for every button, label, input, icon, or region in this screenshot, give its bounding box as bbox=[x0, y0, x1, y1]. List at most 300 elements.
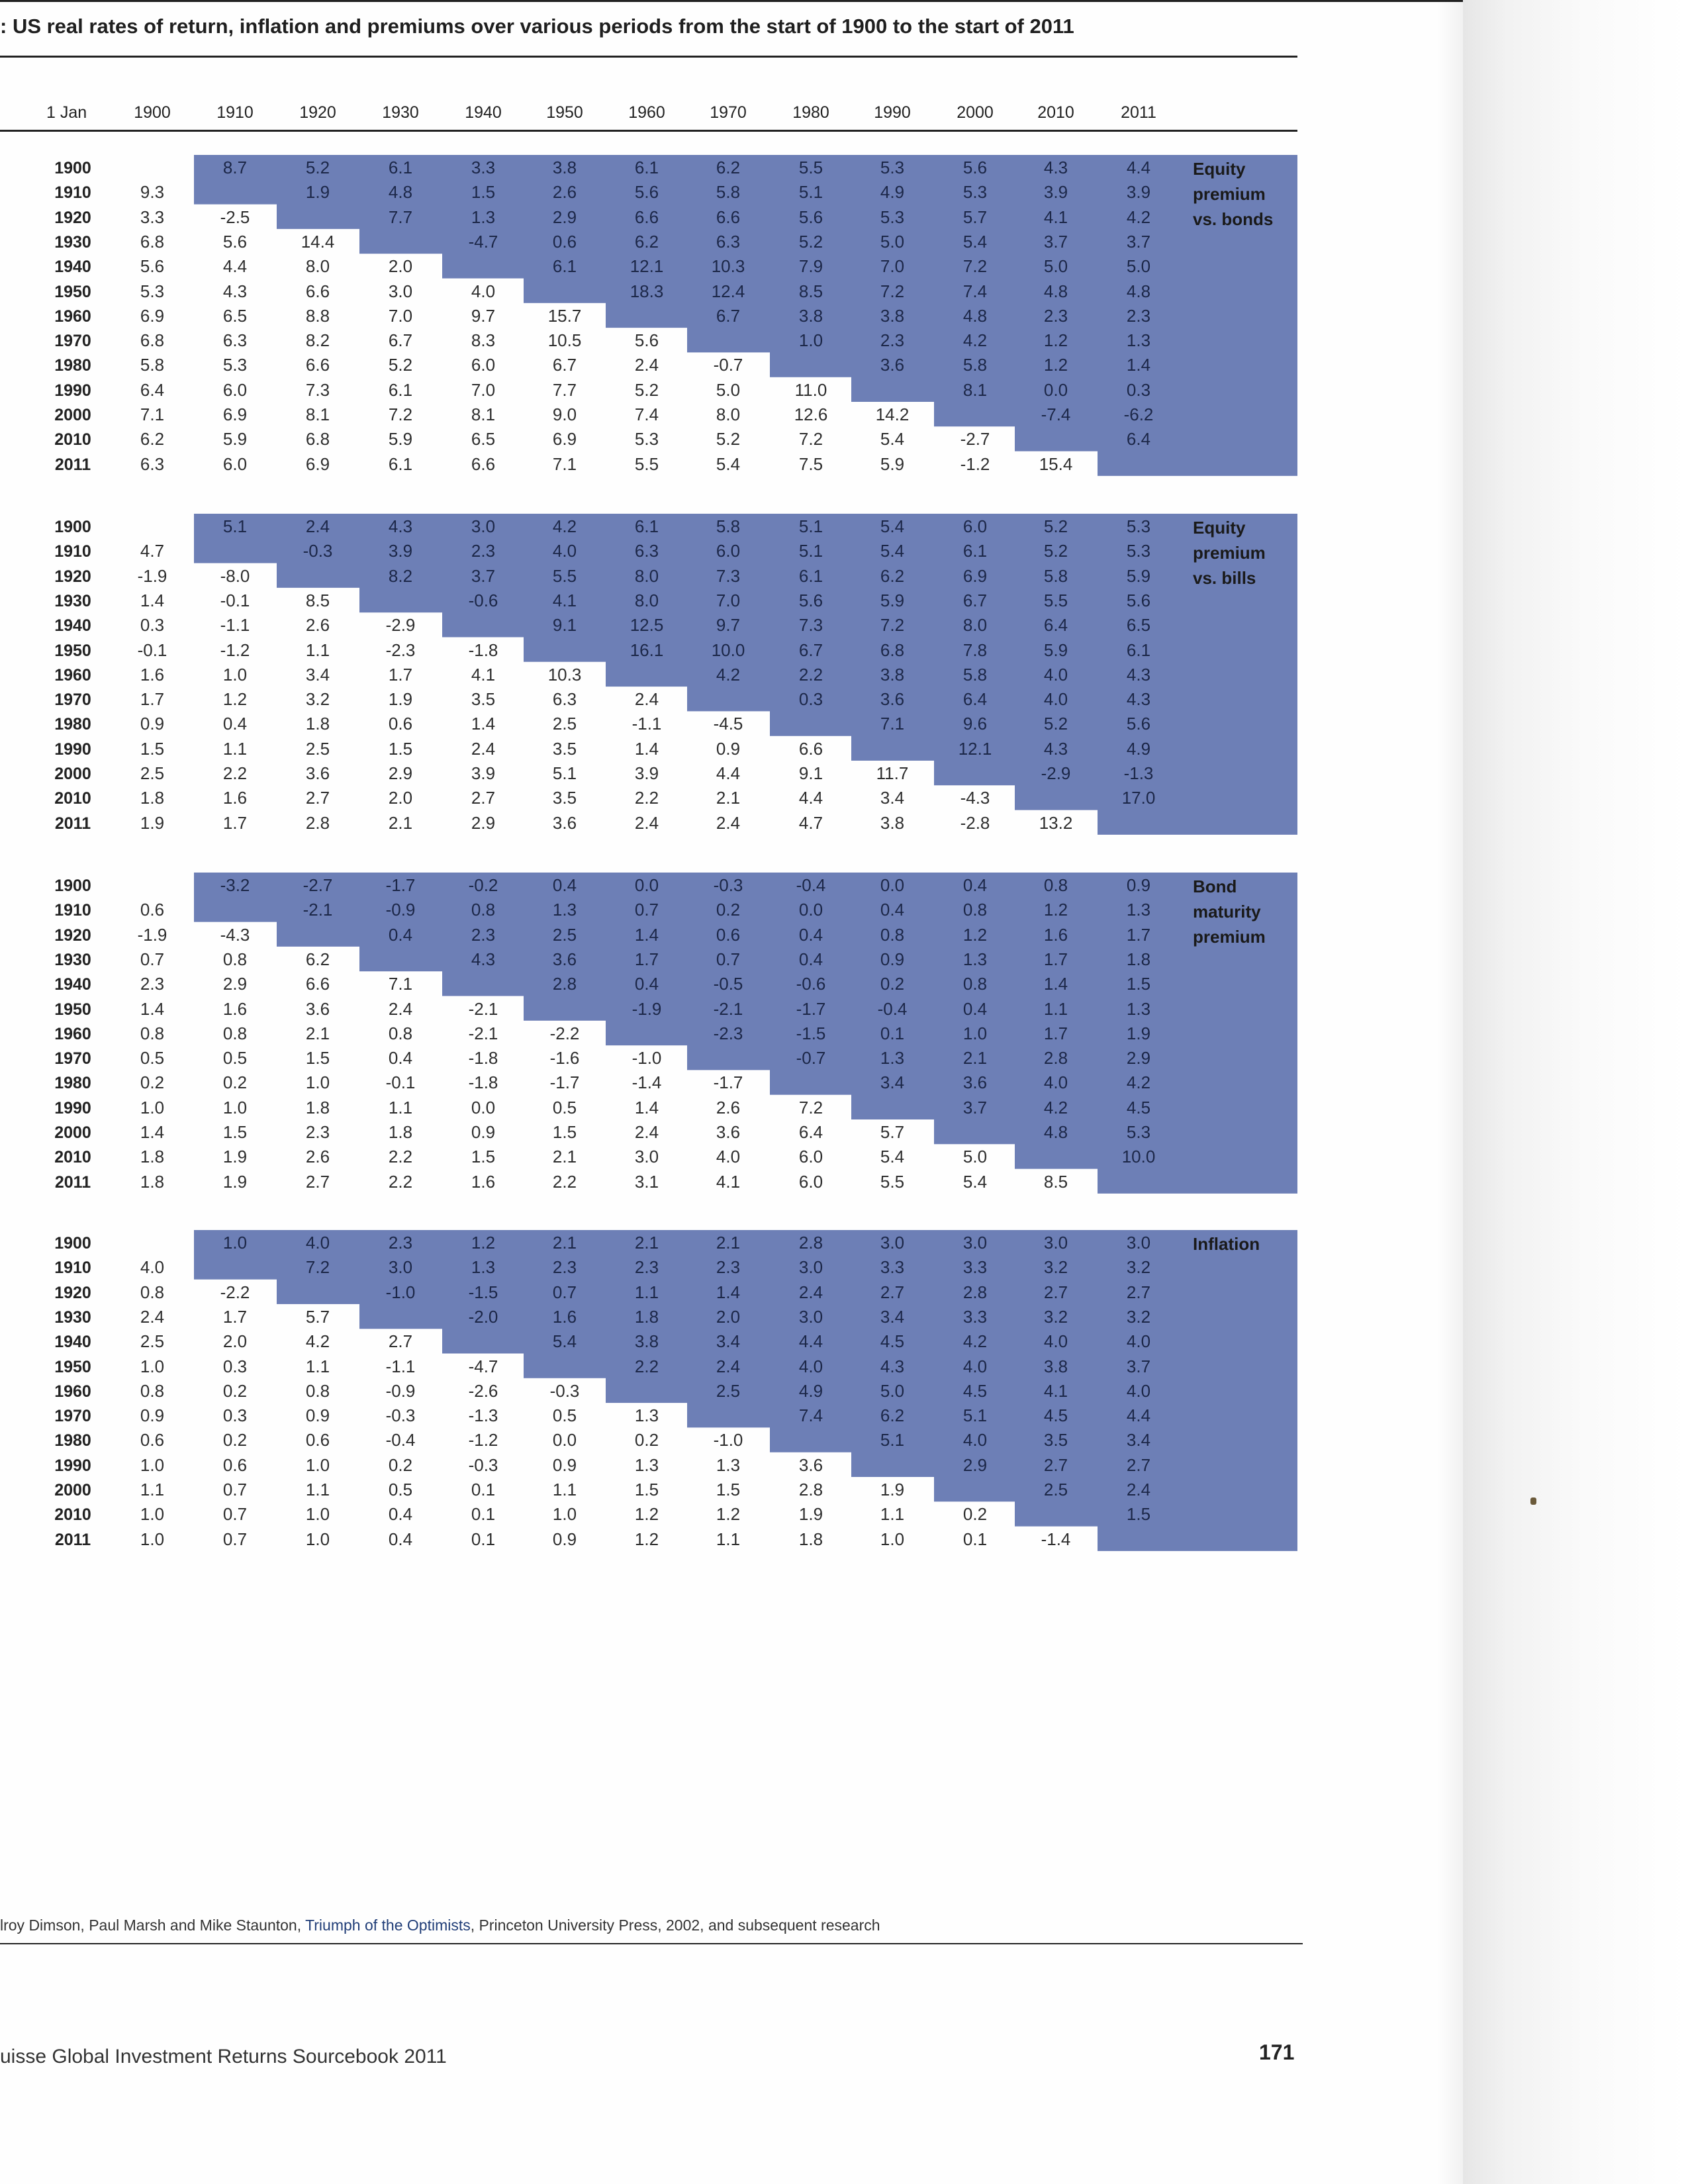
table-cell-lower: 2.9 bbox=[222, 974, 248, 994]
table-cell-lower: 5.4 bbox=[880, 1147, 905, 1167]
book-spine bbox=[1463, 0, 1686, 2184]
table-cell-lower: 6.4 bbox=[798, 1122, 823, 1142]
table-cell-upper: 5.8 bbox=[716, 516, 741, 536]
header-year: 2011 bbox=[1121, 103, 1156, 122]
table-cell-upper: 3.7 bbox=[1043, 231, 1068, 252]
table-cell-upper: 0.8 bbox=[1043, 875, 1068, 895]
table-cell-lower: 0.9 bbox=[140, 1405, 165, 1426]
table-cell-upper: 4.0 bbox=[1043, 1072, 1068, 1093]
table-cell-lower: 8.1 bbox=[305, 404, 330, 424]
table-cell-lower: 1.7 bbox=[388, 664, 413, 685]
table-cell-upper: 5.8 bbox=[1043, 565, 1068, 586]
table-cell-upper: -7.4 bbox=[1041, 404, 1071, 424]
table-cell-lower: 11.7 bbox=[876, 763, 909, 783]
table-cell-lower: 1.1 bbox=[222, 738, 248, 759]
table-cell-upper: 2.1 bbox=[552, 1233, 577, 1253]
table-cell-lower: 8.0 bbox=[305, 256, 330, 277]
table-cell-lower: -0.7 bbox=[713, 355, 743, 375]
table-cell-lower: 1.8 bbox=[305, 714, 330, 734]
table-cell-upper: 4.0 bbox=[1043, 664, 1068, 685]
table-cell-lower: 1.0 bbox=[305, 1072, 330, 1093]
table-cell-lower: 0.7 bbox=[222, 1504, 248, 1525]
row-year-label: 1920 bbox=[54, 567, 91, 586]
row-year-label: 1930 bbox=[54, 591, 91, 610]
table-cell-lower: 0.2 bbox=[222, 1072, 248, 1093]
source-footnote bbox=[0, 1917, 880, 1934]
table-cell-upper: 3.9 bbox=[388, 541, 413, 561]
table-cell-lower: 7.0 bbox=[471, 379, 496, 400]
table-cell-upper: 5.4 bbox=[880, 516, 905, 536]
table-cell-upper: 6.1 bbox=[962, 541, 988, 561]
table-cell-upper: -6.2 bbox=[1123, 404, 1154, 424]
table-cell-upper: 4.9 bbox=[880, 182, 905, 203]
table-cell-lower: -0.9 bbox=[385, 1380, 416, 1401]
table-cell-upper: 5.2 bbox=[798, 231, 823, 252]
table-cell-upper: 2.7 bbox=[1043, 1282, 1068, 1302]
table-cell-lower: -1.1 bbox=[632, 714, 662, 734]
table-cell-upper: -0.3 bbox=[713, 875, 743, 895]
table-cell-lower: -1.7 bbox=[713, 1072, 743, 1093]
table-cell-upper: 2.3 bbox=[880, 330, 905, 351]
table-cell-upper: 3.0 bbox=[798, 1257, 823, 1278]
table-cell-lower: 8.0 bbox=[716, 404, 741, 424]
table-cell-lower: 1.5 bbox=[222, 1122, 248, 1142]
table-cell-lower: 2.3 bbox=[305, 1122, 330, 1142]
table-cell-lower: 1.1 bbox=[552, 1480, 577, 1499]
table-cell-upper: -0.6 bbox=[468, 590, 498, 610]
table-cell-upper: 4.3 bbox=[880, 1356, 905, 1376]
table-cell-upper: 3.7 bbox=[962, 1097, 988, 1117]
table-cell-upper: 0.8 bbox=[471, 900, 496, 920]
row-year-label: 1900 bbox=[54, 518, 91, 536]
row-year-label: 1970 bbox=[54, 690, 91, 710]
table-cell-lower: -1.8 bbox=[468, 1048, 498, 1068]
table-cell-lower: 0.8 bbox=[305, 1380, 330, 1401]
table-cell-lower: 1.1 bbox=[305, 1480, 330, 1499]
table-cell-lower: 1.0 bbox=[305, 1454, 330, 1475]
table-cell-lower: 0.8 bbox=[388, 1023, 413, 1043]
table-cell-lower: 1.3 bbox=[634, 1454, 659, 1475]
table-cell-upper: 0.4 bbox=[634, 974, 659, 994]
header-year: 1920 bbox=[299, 103, 336, 122]
table-cell-lower: 11.0 bbox=[794, 379, 827, 400]
table-cell-lower: 2.4 bbox=[634, 355, 659, 375]
table-cell-upper: 2.1 bbox=[962, 1048, 988, 1068]
table-cell-upper: 1.7 bbox=[634, 949, 659, 969]
table-cell-upper: 6.7 bbox=[716, 305, 741, 326]
table-cell-lower: 7.1 bbox=[552, 453, 577, 474]
table-cell-lower: 1.1 bbox=[880, 1504, 905, 1525]
table-cell-lower: 2.9 bbox=[388, 763, 413, 783]
table-cell-lower: 0.9 bbox=[552, 1454, 577, 1475]
table-cell-upper: 6.7 bbox=[962, 590, 988, 610]
table-cell-lower: 0.7 bbox=[222, 1480, 248, 1499]
table-cell-upper: 2.3 bbox=[716, 1257, 741, 1278]
table-cell-upper: 0.4 bbox=[552, 875, 577, 895]
table-cell-lower: 6.3 bbox=[552, 689, 577, 710]
table-cell-lower: 0.9 bbox=[305, 1405, 330, 1426]
table-cell-lower: 8.1 bbox=[471, 404, 496, 424]
table-cell-lower: 0.9 bbox=[471, 1122, 496, 1142]
table-cell-upper: 3.8 bbox=[798, 305, 823, 326]
table-cell-upper: 7.2 bbox=[880, 615, 905, 636]
row-year-label: 2011 bbox=[54, 455, 91, 474]
panel-label-line: maturity bbox=[1193, 902, 1261, 922]
table-cell-lower: 0.0 bbox=[471, 1097, 496, 1117]
row-year-label: 1940 bbox=[54, 1333, 91, 1352]
table-cell-lower: -0.1 bbox=[220, 590, 250, 610]
row-year-label: 1900 bbox=[54, 877, 91, 895]
table-cell-lower: 6.0 bbox=[222, 379, 248, 400]
table-cell-lower: 0.8 bbox=[222, 949, 248, 969]
table-cell-upper: 0.0 bbox=[798, 900, 823, 920]
table-cell-lower: 0.6 bbox=[140, 900, 165, 920]
row-year-label: 2000 bbox=[54, 1481, 91, 1499]
row-year-label: 1950 bbox=[54, 1000, 91, 1019]
table-cell-lower: 6.6 bbox=[305, 281, 330, 301]
table-cell-upper: 6.3 bbox=[634, 541, 659, 561]
table-cell-upper: 5.4 bbox=[962, 231, 988, 252]
table-cell-upper: 4.2 bbox=[552, 516, 577, 536]
table-cell-upper: -0.3 bbox=[303, 541, 333, 561]
table-cell-lower: 2.7 bbox=[305, 1171, 330, 1192]
table-cell-lower: 6.3 bbox=[140, 453, 165, 474]
table-cell-upper: 2.5 bbox=[552, 924, 577, 945]
table-cell-upper: 3.8 bbox=[634, 1331, 659, 1352]
table-cell-upper: 5.3 bbox=[880, 207, 905, 227]
table-cell-upper: 0.6 bbox=[716, 924, 741, 945]
page-crease-shadow bbox=[1436, 0, 1463, 2184]
header-year: 1960 bbox=[628, 103, 665, 122]
table-cell-lower: 0.1 bbox=[962, 1529, 988, 1549]
table-cell-upper: 4.4 bbox=[1126, 158, 1151, 177]
table-cell-upper: 7.1 bbox=[880, 714, 905, 734]
title-rule bbox=[0, 56, 1297, 58]
table-cell-lower: 2.8 bbox=[305, 812, 330, 833]
table-cell-upper: 4.8 bbox=[388, 182, 413, 203]
table-cell-lower: 0.5 bbox=[552, 1097, 577, 1117]
table-cell-lower: 1.0 bbox=[140, 1529, 165, 1549]
table-cell-upper: 5.3 bbox=[880, 158, 905, 177]
table-cell-upper: 2.8 bbox=[552, 974, 577, 994]
table-cell-lower: 0.6 bbox=[140, 1430, 165, 1450]
table-cell-lower: -0.3 bbox=[468, 1454, 498, 1475]
table-cell-lower: 1.1 bbox=[305, 1356, 330, 1376]
table-cell-upper: 4.5 bbox=[962, 1380, 988, 1401]
table-cell-lower: -2.8 bbox=[960, 812, 990, 833]
table-cell-upper: 1.5 bbox=[1126, 974, 1151, 994]
table-cell-upper: 1.1 bbox=[1043, 998, 1068, 1019]
table-cell-lower: 1.6 bbox=[140, 664, 165, 685]
table-cell-lower: -1.4 bbox=[1041, 1529, 1071, 1549]
table-cell-lower: 5.4 bbox=[716, 453, 741, 474]
table-cell-lower: 3.2 bbox=[305, 689, 330, 710]
table-cell-upper: 2.3 bbox=[471, 541, 496, 561]
table-cell-upper: 6.2 bbox=[880, 1405, 905, 1426]
table-cell-upper: 5.1 bbox=[798, 516, 823, 536]
table-cell-upper: 4.0 bbox=[1126, 1380, 1151, 1401]
table-cell-lower: -4.7 bbox=[468, 1356, 498, 1376]
table-cell-upper: 5.6 bbox=[634, 182, 659, 203]
table-cell-upper: 0.4 bbox=[962, 998, 988, 1019]
table-cell-lower: 2.4 bbox=[716, 812, 741, 833]
table-cell-lower: 4.4 bbox=[222, 256, 248, 277]
row-year-label: 1950 bbox=[54, 282, 91, 301]
table-cell-upper: 2.7 bbox=[1126, 1454, 1151, 1475]
table-cell-upper: 0.2 bbox=[716, 900, 741, 920]
row-year-label: 2010 bbox=[54, 1505, 91, 1525]
table-cell-lower: 6.7 bbox=[388, 330, 413, 351]
table-cell-upper: 3.0 bbox=[798, 1306, 823, 1327]
row-year-label: 2010 bbox=[54, 1148, 91, 1167]
table-cell-upper: -1.5 bbox=[796, 1023, 826, 1043]
table-cell-lower: 2.1 bbox=[305, 1023, 330, 1043]
table-cell-upper: 2.9 bbox=[552, 207, 577, 227]
table-cell-upper: 0.4 bbox=[388, 924, 413, 945]
row-year-label: 1950 bbox=[54, 641, 91, 660]
row-year-label: 1980 bbox=[54, 356, 91, 375]
table-cell-upper: 3.0 bbox=[880, 1233, 905, 1253]
table-cell-upper: 6.2 bbox=[880, 565, 905, 586]
table-cell-lower: 5.7 bbox=[880, 1122, 905, 1142]
table-cell-lower: 0.4 bbox=[388, 1504, 413, 1525]
table-cell-upper: 6.1 bbox=[388, 158, 413, 177]
panel-label-line: Bond bbox=[1193, 877, 1237, 896]
table-cell-lower: 0.4 bbox=[388, 1048, 413, 1068]
table-cell-upper: 2.7 bbox=[880, 1282, 905, 1302]
table-cell-lower: 0.6 bbox=[222, 1454, 248, 1475]
table-cell-upper: 6.6 bbox=[716, 207, 741, 227]
table-cell-lower: 6.4 bbox=[140, 379, 165, 400]
panel-label-line: vs. bonds bbox=[1193, 209, 1274, 229]
table-cell-upper: 2.8 bbox=[962, 1282, 988, 1302]
table-cell-lower: 1.2 bbox=[222, 689, 248, 710]
table-cell-upper: 4.8 bbox=[962, 305, 988, 326]
table-cell-upper: 3.6 bbox=[552, 949, 577, 969]
panel-label bbox=[1193, 874, 1266, 949]
table-cell-upper: 4.1 bbox=[552, 590, 577, 610]
table-cell-upper: 6.4 bbox=[1043, 615, 1068, 636]
table-cell-lower: 0.8 bbox=[140, 1282, 165, 1302]
table-cell-upper: -0.5 bbox=[713, 974, 743, 994]
table-cell-upper: 3.8 bbox=[880, 664, 905, 685]
table-cell-upper: 6.5 bbox=[1126, 615, 1151, 636]
table-cell-upper: 7.2 bbox=[880, 281, 905, 301]
table-cell-upper: 2.4 bbox=[716, 1356, 741, 1376]
table-cell-lower: 5.5 bbox=[880, 1171, 905, 1192]
table-cell-lower: 6.0 bbox=[798, 1147, 823, 1167]
table-cell-upper: 4.0 bbox=[1043, 1331, 1068, 1352]
table-cell-lower: 1.5 bbox=[305, 1048, 330, 1068]
table-cell-upper: 1.2 bbox=[962, 924, 988, 945]
table-cell-upper: 4.3 bbox=[388, 516, 413, 536]
table-cell-lower: 2.5 bbox=[140, 763, 165, 783]
table-cell-upper: 2.3 bbox=[388, 1233, 413, 1253]
table-cell-upper: 7.8 bbox=[962, 640, 988, 660]
table-cell-upper: -2.0 bbox=[468, 1306, 498, 1327]
table-cell-upper: 0.2 bbox=[880, 974, 905, 994]
row-year-label: 2010 bbox=[54, 789, 91, 808]
table-cell-lower: 4.4 bbox=[716, 763, 741, 783]
table-cell-upper: -1.3 bbox=[1123, 763, 1154, 783]
table-cell-lower: 4.0 bbox=[471, 281, 496, 301]
header-year: 1930 bbox=[382, 103, 419, 122]
table-cell-lower: 3.4 bbox=[880, 788, 905, 808]
table-cell-lower: 6.9 bbox=[552, 429, 577, 450]
row-year-label: 1910 bbox=[54, 542, 91, 561]
table-cell-upper: 1.3 bbox=[1126, 900, 1151, 920]
table-cell-upper: 0.8 bbox=[962, 900, 988, 920]
table-cell-upper: 2.3 bbox=[634, 1257, 659, 1278]
table-cell-upper: 8.0 bbox=[634, 565, 659, 586]
table-cell-upper: 2.5 bbox=[1043, 1480, 1068, 1499]
row-year-label: 1910 bbox=[54, 183, 91, 203]
panel-label-line: premium bbox=[1193, 543, 1266, 563]
table-cell-lower: 4.7 bbox=[798, 812, 823, 833]
table-cell-lower: 12.6 bbox=[794, 404, 828, 424]
table-cell-upper: 10.3 bbox=[711, 256, 745, 277]
table-cell-upper: 7.0 bbox=[880, 256, 905, 277]
table-cell-lower: -1.7 bbox=[549, 1072, 580, 1093]
table-cell-lower: 2.9 bbox=[471, 812, 496, 833]
table-cell-upper: 6.6 bbox=[634, 207, 659, 227]
table-cell-upper: 12.5 bbox=[630, 615, 664, 636]
table-cell-lower: 6.0 bbox=[471, 355, 496, 375]
row-year-label: 1990 bbox=[54, 739, 91, 759]
table-cell-lower: 5.2 bbox=[716, 429, 741, 450]
table-cell-upper: 3.7 bbox=[471, 565, 496, 586]
header-year: 1940 bbox=[465, 103, 502, 122]
row-year-label: 2010 bbox=[54, 430, 91, 450]
table-cell-lower: 6.5 bbox=[471, 429, 496, 450]
panel-label-line: Inflation bbox=[1193, 1234, 1260, 1254]
table-cell-lower: 1.9 bbox=[222, 1171, 248, 1192]
table-cell-lower: 5.0 bbox=[716, 379, 741, 400]
table-cell-upper: -1.7 bbox=[385, 875, 416, 895]
table-cell-lower: -4.3 bbox=[960, 788, 990, 808]
table-cell-lower: 2.3 bbox=[140, 974, 165, 994]
table-cell-lower: 1.4 bbox=[634, 738, 659, 759]
table-cell-upper: 4.1 bbox=[1043, 1380, 1068, 1401]
table-cell-lower: 2.8 bbox=[798, 1480, 823, 1499]
table-cell-lower: 3.5 bbox=[552, 738, 577, 759]
table-cell-lower: 1.2 bbox=[716, 1504, 741, 1525]
table-cell-lower: 2.1 bbox=[552, 1147, 577, 1167]
table-cell-lower: 1.5 bbox=[552, 1122, 577, 1142]
table-cell-upper: 0.9 bbox=[1126, 875, 1151, 895]
table-cell-upper: 1.7 bbox=[1043, 949, 1068, 969]
table-cell-lower: -1.8 bbox=[468, 1072, 498, 1093]
table-cell-lower: 1.8 bbox=[798, 1529, 823, 1549]
table-cell-upper: 5.5 bbox=[1043, 590, 1068, 610]
table-cell-lower: 0.2 bbox=[962, 1504, 988, 1525]
table-cell-upper: 5.6 bbox=[1126, 714, 1151, 734]
table-cell-upper: 4.3 bbox=[1043, 738, 1068, 759]
table-cell-upper: 0.7 bbox=[552, 1282, 577, 1302]
table-cell-upper: 4.2 bbox=[962, 1331, 988, 1352]
table-cell-lower: 6.6 bbox=[305, 974, 330, 994]
header-year: 2000 bbox=[957, 103, 994, 122]
table-cell-lower: 1.9 bbox=[388, 689, 413, 710]
table-cell-upper: 3.3 bbox=[962, 1306, 988, 1327]
table-cell-lower: 7.4 bbox=[634, 404, 659, 424]
row-year-label: 1910 bbox=[54, 901, 91, 920]
row-year-label: 1990 bbox=[54, 381, 91, 400]
table-cell-lower: 2.2 bbox=[388, 1171, 413, 1192]
table-cell-upper: 1.0 bbox=[962, 1023, 988, 1043]
table-cell-lower: -1.2 bbox=[468, 1430, 498, 1450]
table-cell-upper: 10.0 bbox=[1121, 1147, 1156, 1167]
table-cell-upper: 5.2 bbox=[1043, 516, 1068, 536]
table-cell-lower: 1.0 bbox=[140, 1454, 165, 1475]
table-cell-upper: 6.0 bbox=[962, 516, 988, 536]
table-cell-upper: 0.1 bbox=[880, 1023, 905, 1043]
table-cell-lower: 0.2 bbox=[634, 1430, 659, 1450]
panel-label-line: Equity bbox=[1193, 159, 1246, 179]
table-cell-lower: 5.3 bbox=[222, 355, 248, 375]
table-cell-lower: -0.4 bbox=[385, 1430, 416, 1450]
table-cell-upper: 4.5 bbox=[1126, 1097, 1151, 1117]
table-cell-upper: 0.3 bbox=[798, 689, 823, 710]
table-cell-lower: 2.4 bbox=[634, 689, 659, 710]
table-cell-upper: 3.2 bbox=[1126, 1306, 1151, 1327]
table-cell-upper: 4.3 bbox=[1126, 689, 1151, 710]
table-cell-lower: 5.9 bbox=[388, 429, 413, 450]
table-cell-upper: 16.1 bbox=[630, 640, 664, 660]
table-cell-lower: 7.2 bbox=[388, 404, 413, 424]
table-cell-upper: 0.0 bbox=[1043, 379, 1068, 400]
table-cell-upper: 5.0 bbox=[1043, 256, 1068, 277]
table-cell-upper: -3.2 bbox=[220, 875, 250, 895]
table-cell-upper: 1.2 bbox=[471, 1233, 496, 1253]
panel-label bbox=[1193, 156, 1273, 232]
table-cell-lower: -1.9 bbox=[137, 924, 167, 945]
table-cell-lower: 2.5 bbox=[140, 1331, 165, 1352]
table-cell-lower: -4.5 bbox=[713, 714, 743, 734]
table-cell-upper: 5.6 bbox=[798, 590, 823, 610]
row-year-label: 1960 bbox=[54, 665, 91, 685]
table-cell-lower: 6.2 bbox=[140, 429, 165, 450]
table-cell-lower: 7.1 bbox=[140, 404, 165, 424]
table-cell-upper: 1.2 bbox=[1043, 330, 1068, 351]
table-cell-upper: 5.1 bbox=[222, 516, 248, 536]
table-cell-upper: 0.9 bbox=[880, 949, 905, 969]
table-cell-lower: 0.3 bbox=[140, 615, 165, 636]
table-cell-upper: 9.6 bbox=[962, 714, 988, 734]
table-cell-upper: -0.4 bbox=[796, 875, 826, 895]
table-cell-lower: 7.7 bbox=[552, 379, 577, 400]
table-cell-lower: 5.2 bbox=[388, 355, 413, 375]
table-cell-lower: 2.0 bbox=[388, 788, 413, 808]
table-cell-upper: 5.8 bbox=[962, 664, 988, 685]
table-cell-upper: 2.6 bbox=[552, 182, 577, 203]
table-cell-lower: 0.1 bbox=[471, 1480, 496, 1499]
table-cell-upper: 2.9 bbox=[1126, 1048, 1151, 1068]
table-cell-upper: 0.4 bbox=[880, 900, 905, 920]
table-cell-upper: 1.3 bbox=[1126, 330, 1151, 351]
table-cell-lower: 2.4 bbox=[140, 1306, 165, 1327]
table-cell-lower: 0.7 bbox=[222, 1529, 248, 1549]
table-cell-upper: 1.9 bbox=[305, 182, 330, 203]
table-cell-upper: 2.9 bbox=[962, 1454, 988, 1475]
table-cell-lower: 2.2 bbox=[388, 1147, 413, 1167]
table-cell-upper: 8.5 bbox=[798, 281, 823, 301]
table-cell-lower: 1.8 bbox=[140, 788, 165, 808]
row-year-label: 1980 bbox=[54, 1431, 91, 1450]
table-cell-upper: 1.4 bbox=[634, 924, 659, 945]
table-cell-lower: 7.2 bbox=[798, 1097, 823, 1117]
header-year: 1990 bbox=[874, 103, 911, 122]
